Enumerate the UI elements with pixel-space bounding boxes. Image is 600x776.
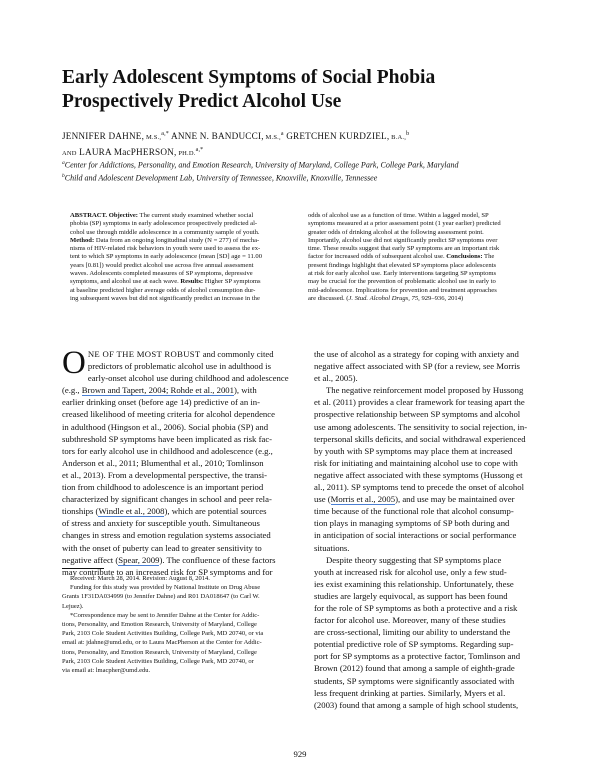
- body-line: prospective relationship between SP symptoms and alcohol: [314, 409, 521, 420]
- body-line: Brown (2012) found that among a sample of eighth-grade: [314, 663, 515, 674]
- body-line: of stress and anxiety for susceptible youth. Simultaneous: [62, 518, 260, 529]
- footnote-line: Lejuez).: [62, 602, 84, 610]
- footnote-line: Grants 1F31DA034999 (to Jennifer Dahne) and R01 DA018647 (to Carl W.: [62, 593, 260, 601]
- footnote-line: tions, Personality, and Emotion Research, University of Maryland, College: [62, 621, 257, 629]
- author-name: LAURA MacPHERSON,: [76, 147, 177, 158]
- body-line: negative affect (Spear, 2009). The confluence of these factors: [62, 554, 276, 565]
- abstract-column-right: [308, 212, 532, 303]
- body-line: NE OF THE MOST ROBUST and commonly cited: [87, 349, 274, 359]
- article-title: [62, 66, 542, 114]
- author-list: [62, 128, 542, 160]
- body-line: tion from childhood to adolescence is an important period: [62, 482, 264, 493]
- abstract-column-left: [70, 212, 294, 303]
- body-line: studies are largely equivocal, as support has been found: [314, 590, 508, 601]
- body-line: changes in stress and emotion regulation systems associated: [62, 530, 271, 541]
- body-line: in adulthood (Hingson et al., 2006). Social phobia (SP) and: [62, 421, 269, 432]
- body-line: port for SP symptoms as a protective factor, Tomlinson and: [314, 651, 521, 662]
- abstract-line: symptoms, and alcohol use at each wave. Results: Higher SP symptoms: [70, 278, 261, 286]
- footnote-line: Received: March 28, 2014. Revision: August 8, 2014.: [70, 575, 210, 582]
- author-name: JENNIFER DAHNE,: [62, 131, 145, 142]
- footnotes: [62, 574, 307, 675]
- body-line: terpersonal skills deficits, and social withdrawal experienced: [314, 433, 526, 444]
- abstract-line: at risk for early alcohol use. Early interventions targeting SP symptoms: [308, 270, 497, 278]
- abstract-line: cohol use through middle adolescence in a community sample of youth.: [70, 228, 260, 236]
- body-line: tors for early alcohol use in childhood and adolescence (e.g.,: [62, 445, 273, 456]
- citation-link[interactable]: Morris et al., 2005: [330, 494, 396, 505]
- body-line: tionships (Windle et al., 2008), which are potential sources: [62, 506, 267, 517]
- footnote-divider: [62, 568, 104, 569]
- affiliation-line: $^a$Center for Addictions, Personality, and Emotion Research, University of Maryland, College Park, College Park, Maryland: [62, 160, 459, 170]
- abstract-line: time. These results suggest that early SP symptoms are an important risk: [308, 245, 500, 253]
- body-line: ies exist examining this relationship. Unfortunately, these: [314, 578, 514, 589]
- body-column-right: [314, 348, 559, 711]
- body-line: for the role of SP symptoms as both a protective and a risk: [314, 602, 518, 613]
- abstract-line: years [0.81]) would predict alcohol use across five annual assessment: [70, 261, 254, 269]
- abstract-line: symptoms measured at a prior assessment point (1 year earlier) predicted: [308, 220, 501, 228]
- abstract-line: may be crucial for the prevention of problematic alcohol use in early to: [308, 278, 496, 286]
- abstract-line: tent to which SP symptoms in early adolescence (mean [SD] age = 11.00: [70, 253, 263, 261]
- body-line: in anticipation of social interactions or social performance: [314, 530, 517, 541]
- footnote-line: Park, 2103 Cole Student Activities Building, College Park, MD 20740, or: [62, 657, 254, 665]
- author-affil-mark: a,*: [195, 147, 204, 154]
- abstract-line: at baseline predicted higher average odds of alcohol consumption dur-: [70, 286, 256, 294]
- citation-link[interactable]: Windle et al., 2008: [98, 506, 165, 517]
- abstract-line: ABSTRACT. Objective: The current study examined whether social: [70, 212, 254, 219]
- body-line: early-onset alcohol use during childhood and adolescence: [87, 373, 289, 384]
- body-line: al., 2011). SP symptoms tend to precede the onset of alcohol: [314, 482, 524, 493]
- body-line: risk for initiating and maintaining alcohol use to cope with: [314, 457, 518, 468]
- affiliations: [62, 158, 552, 184]
- body-line: may contribute to an increased risk for SP symptoms and for: [62, 566, 273, 577]
- abstract-line: odds of alcohol use as a function of time. Within a lagged model, SP: [308, 212, 489, 219]
- body-line: situations.: [314, 542, 350, 553]
- citation-link[interactable]: Brown and Tapert, 2004; Rohde et al., 2001: [81, 385, 234, 396]
- title-line: Early Adolescent Symptoms of Social Phobia: [62, 67, 436, 88]
- title-line: Prospectively Predict Alcohol Use: [62, 91, 342, 112]
- footnote-line: *Correspondence may be sent to Jennifer Dahne at the Center for Addic-: [70, 611, 260, 619]
- body-line: the use of alcohol as a strategy for coping with anxiety and: [314, 349, 519, 359]
- body-line: characterized by significant changes in school and peer rela-: [62, 494, 272, 505]
- abstract-line: are discussed. (J. Stud. Alcohol Drugs, 75, 929–936, 2014): [308, 294, 464, 302]
- body-line: negative affect associated with SP (for a review, see Morris: [314, 361, 520, 372]
- author-conjunction: AND: [62, 150, 77, 158]
- body-line: tion plays in managing symptoms of SP both during and: [314, 518, 510, 529]
- author-degree: M.S.,: [144, 134, 162, 142]
- body-line: potential predictive role of SP symptoms. Regarding sup-: [314, 639, 514, 650]
- body-line: creased likelihood of meeting criteria for alcohol dependence: [62, 409, 275, 420]
- body-line: et al., 2013). From a developmental perspective, the transi-: [62, 469, 268, 480]
- body-line: factor for alcohol use. Moreover, many of these studies: [314, 615, 506, 626]
- body-column-left: [62, 345, 307, 578]
- body-line: The negative reinforcement model proposed by Hussong: [326, 385, 524, 396]
- page-number: 929: [293, 749, 307, 759]
- footnote-line: Funding for this study was provided by National Institute on Drug Abuse: [70, 584, 261, 592]
- abstract-line: Importantly, alcohol use did not significantly predict SP symptoms over: [308, 236, 498, 244]
- abstract-line: ing subsequent waves but did not significantly predict an increase in the: [70, 294, 260, 302]
- body-line: Anderson et al., 2011; Blumenthal et al., 2010; Tomlinson: [62, 457, 264, 468]
- abstract-line: factor for increased odds of subsequent alcohol use. Conclusions: The: [308, 253, 495, 261]
- author-affil-mark: a,*: [161, 131, 169, 137]
- author-affil-mark: a: [280, 131, 284, 137]
- author-degree: M.S.,: [263, 134, 281, 142]
- body-line: earlier drinking onset (before age 14) predictive of an in-: [62, 397, 261, 408]
- body-line: time because of the functional role that alcohol consump-: [314, 506, 514, 517]
- footnote-line: via email at: lmacpher@umd.edu.: [62, 667, 151, 675]
- body-line: youth at increased risk for alcohol use, only a few stud-: [314, 566, 507, 577]
- abstract-line: present findings highlight that elevated SP symptoms place adolescents: [308, 261, 497, 269]
- body-line: with the onset of puberty can lead to greater sensitivity to: [62, 542, 262, 553]
- abstract-line: nisms of HIV-related risk behaviors in youth were used to assess the ex-: [70, 245, 261, 253]
- abstract-line: waves. Adolescents completed measures of SP symptoms, depressive: [70, 270, 253, 278]
- affiliation-line: $^b$Child and Adolescent Development Lab, University of Tennessee, Knoxville, Knoxville, Tennessee: [62, 173, 378, 183]
- citation-link[interactable]: Spear, 2009: [118, 554, 160, 565]
- body-line: subthreshold SP symptoms have been implicated as risk fac-: [62, 433, 273, 444]
- body-line: are cross-sectional, limiting our ability to understand the: [314, 627, 511, 638]
- author-degree: PH.D.: [176, 150, 196, 158]
- body-line: et al. (2011) provides a clear framework for teasing apart the: [314, 397, 525, 408]
- body-line: predictors of problematic alcohol use in adulthood is: [87, 361, 271, 372]
- body-line: by youth with SP symptoms may place them at increased: [314, 445, 513, 456]
- body-line: use (Morris et al., 2005), and use may be maintained over: [314, 494, 515, 505]
- abstract-line: mid-adolescence. Implications for prevention and treatment approaches: [308, 286, 497, 294]
- body-line: (2003) found that among a sample of high school students,: [314, 699, 519, 710]
- abstract-line: phobia (SP) symptoms in early adolescence prospectively predicted al-: [70, 220, 258, 228]
- author-affil-mark: b: [406, 131, 410, 137]
- body-line: students, SP symptoms were significantly associated with: [314, 675, 515, 686]
- footnote-line: Park, 2103 Cole Student Activities Building, College Park, MD 20740, or via: [62, 630, 264, 638]
- author-name: ANNE N. BANDUCCI,: [169, 131, 264, 142]
- body-line: et al., 2005).: [314, 373, 358, 384]
- footnote-line: tions, Personality, and Emotion Research, University of Maryland, College: [62, 648, 257, 656]
- body-line: (e.g., Brown and Tapert, 2004; Rohde et al., 2001), with: [62, 385, 257, 396]
- author-name: GRETCHEN KURDZIEL,: [283, 131, 390, 142]
- author-degree: B.A.,: [389, 134, 407, 142]
- abstract-line: greater odds of drinking alcohol at the following assessment point.: [308, 228, 484, 236]
- body-line: negative affect associated with these symptoms (Hussong et: [314, 469, 523, 480]
- body-line: use among adolescents. The sensitivity to social rejection, in-: [314, 421, 528, 432]
- body-line: less frequent drinking at parties. Similarly, Myers et al.: [314, 687, 506, 698]
- footnote-line: email at: jdahne@umd.edu, or to Laura MacPherson at the Center for Addic-: [62, 639, 262, 647]
- abstract-line: Method: Data from an ongoing longitudinal study (N = 277) of mecha-: [70, 236, 260, 244]
- drop-cap: O: [62, 345, 86, 381]
- body-line: Despite theory suggesting that SP symptoms place: [326, 554, 502, 565]
